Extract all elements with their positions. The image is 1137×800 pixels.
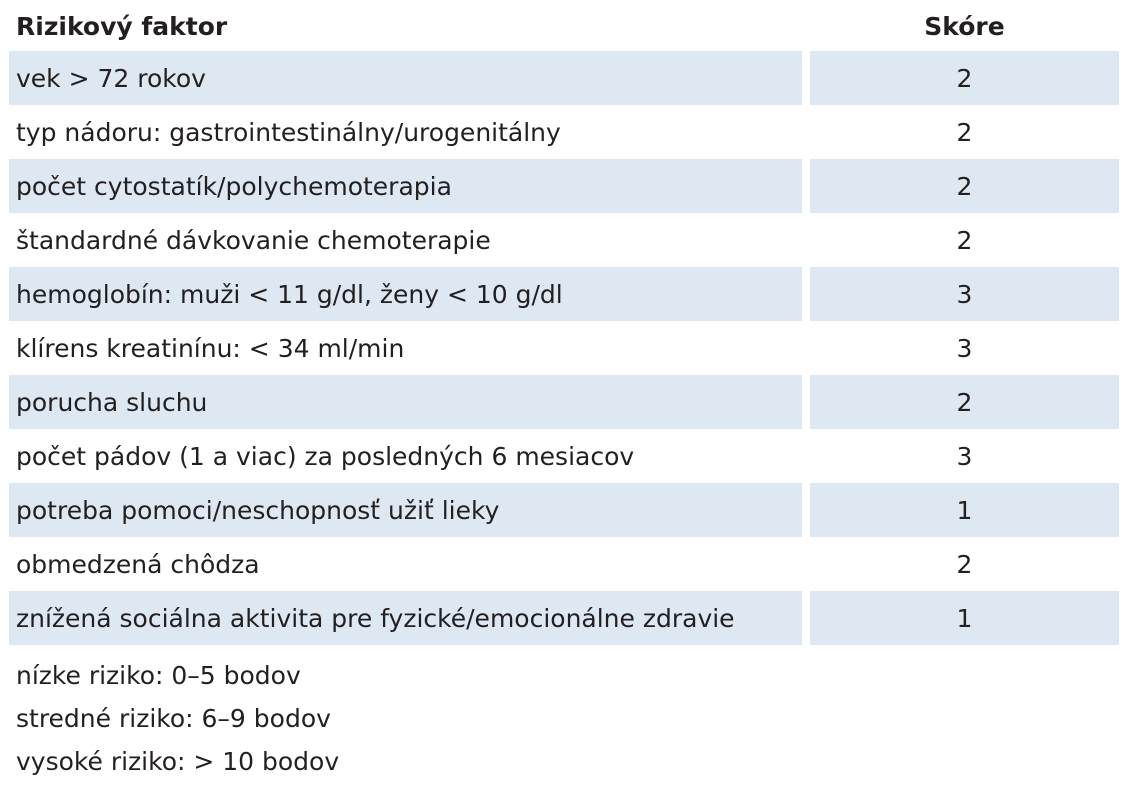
- factor-cell: porucha sluchu: [9, 375, 802, 429]
- table-row: [9, 483, 1137, 537]
- score-cell: 1: [810, 591, 1119, 645]
- table-row: [9, 51, 1137, 105]
- risk-factor-table: [9, 0, 1137, 645]
- risk-level-notes: [16, 654, 339, 783]
- score-cell: 2: [810, 51, 1119, 105]
- factor-cell: počet pádov (1 a viac) za posledných 6 mesiacov: [16, 441, 635, 471]
- factor-cell: počet cytostatík/polychemoterapia: [9, 159, 802, 213]
- score-cell: 3: [810, 267, 1119, 321]
- score-cell: 3: [956, 441, 973, 471]
- score-cell: 2: [810, 375, 1119, 429]
- table-row: [9, 537, 1137, 591]
- table-row: [9, 591, 1137, 645]
- table-row: [9, 429, 1137, 483]
- note-high-risk: vysoké riziko: > 10 bodov: [16, 747, 340, 776]
- header-factor: Rizikový faktor: [16, 12, 228, 41]
- score-cell: 1: [810, 483, 1119, 537]
- factor-cell: znížená sociálna aktivita pre fyzické/emocionálne zdravie: [9, 591, 802, 645]
- factor-cell: potreba pomoci/neschopnosť užiť lieky: [9, 483, 802, 537]
- table-row: [9, 213, 1137, 267]
- table-row: [9, 159, 1137, 213]
- factor-cell: typ nádoru: gastrointestinálny/urogenitálny: [16, 117, 561, 147]
- factor-cell: obmedzená chôdza: [16, 549, 260, 579]
- factor-cell: vek > 72 rokov: [9, 51, 802, 105]
- score-cell: 3: [956, 333, 973, 363]
- note-medium-risk: stredné riziko: 6–9 bodov: [16, 704, 331, 733]
- factor-cell: štandardné dávkovanie chemoterapie: [16, 225, 491, 255]
- table-header-row: [9, 0, 1137, 51]
- header-score: Skóre: [924, 12, 1005, 41]
- score-cell: 2: [956, 117, 973, 147]
- score-cell: 2: [956, 225, 973, 255]
- score-cell: 2: [956, 549, 973, 579]
- factor-cell: klírens kreatinínu: < 34 ml/min: [16, 333, 405, 363]
- factor-cell: hemoglobín: muži < 11 g/dl, ženy < 10 g/dl: [9, 267, 802, 321]
- table-row: [9, 105, 1137, 159]
- table-row: [9, 375, 1137, 429]
- note-low-risk: nízke riziko: 0–5 bodov: [16, 661, 301, 690]
- score-cell: 2: [810, 159, 1119, 213]
- table-row: [9, 321, 1137, 375]
- table-row: [9, 267, 1137, 321]
